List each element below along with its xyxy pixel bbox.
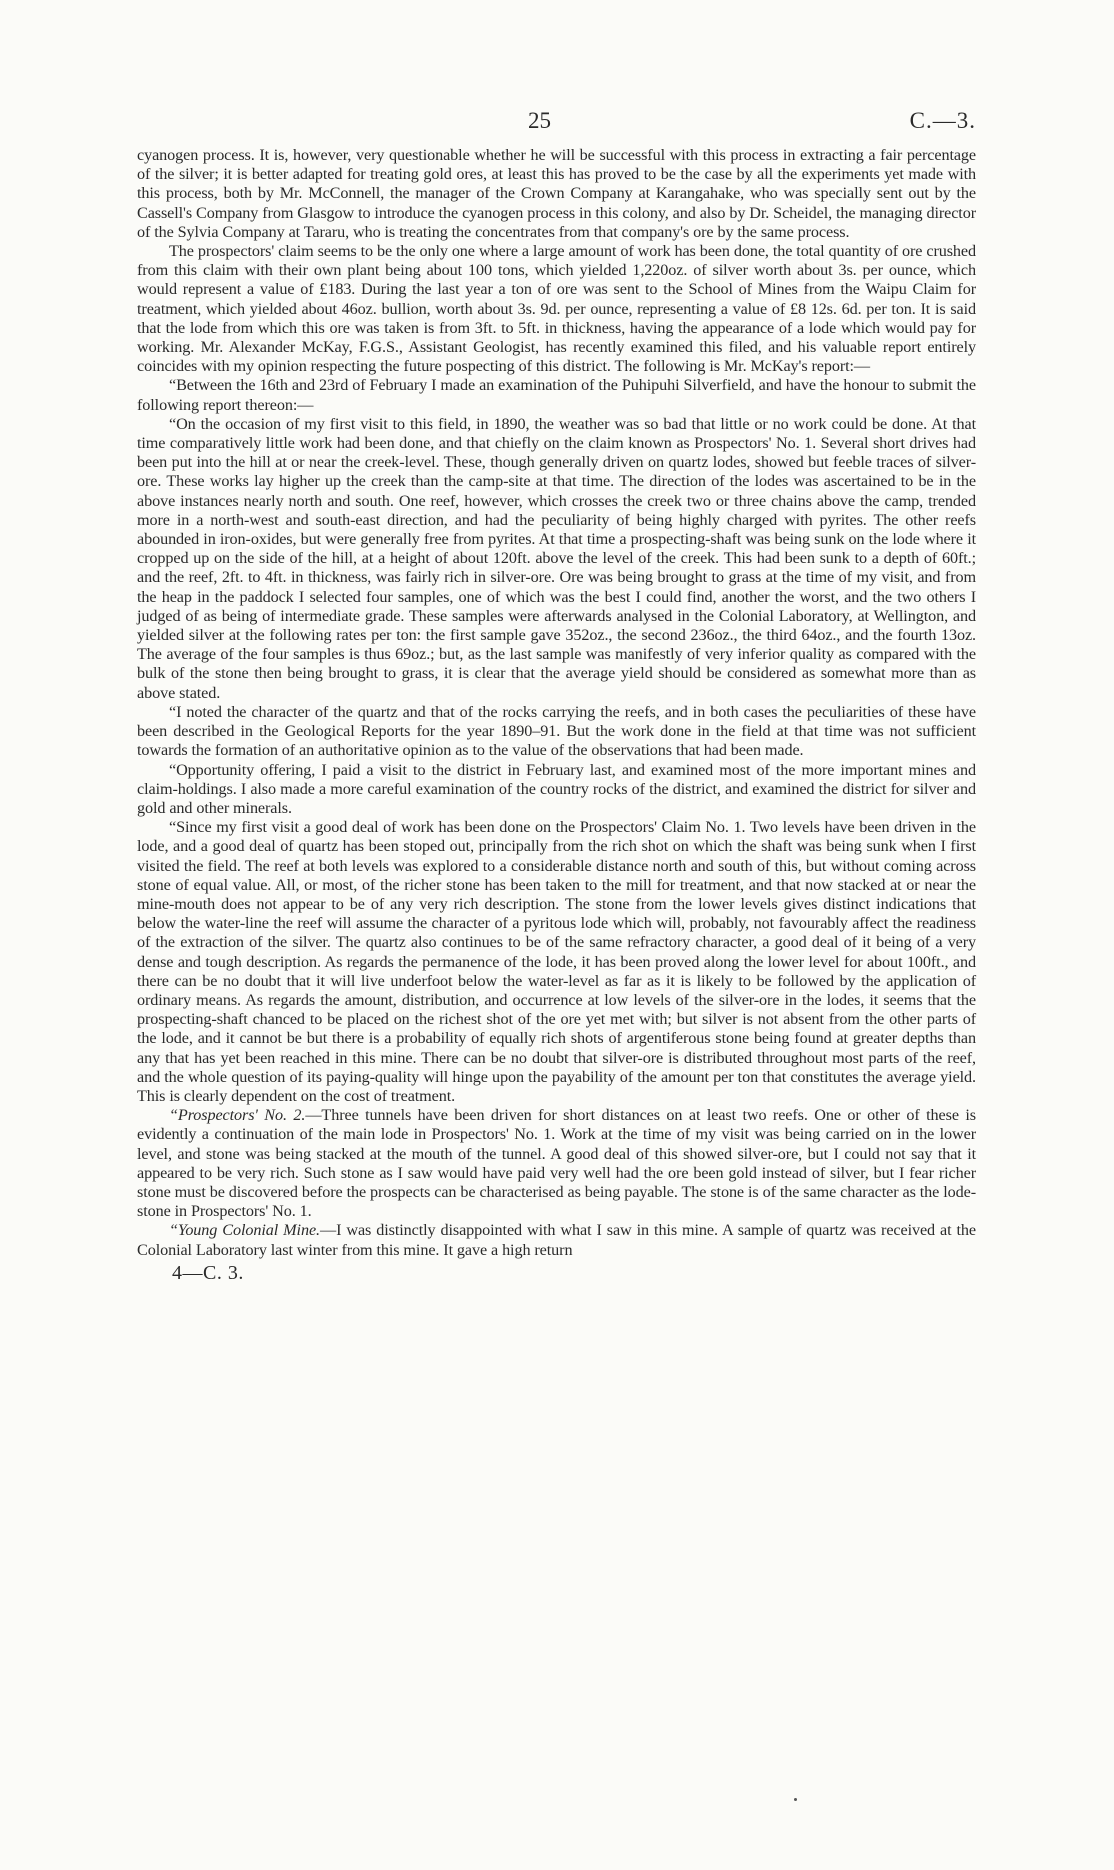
page-header <box>137 108 976 134</box>
paragraph-text: cyanogen process. It is, however, very questionable whether he will be successful with this process in extracting a fair percentage of the silver; it is better adapted for treating gold ores, at least this has proved to be the case by all the experiments yet made with this process, both by Mr. McConnell, the manager of the Crown Company at Karangahake, who was specially sent out by the Cassell's Company from Glasgow to introduce the cyanogen process in this colony, and also by Dr. Scheidel, the managing director of the Sylvia Company at Tararu, who is treating the concentrates from that company's ore by the same process. <box>137 146 976 241</box>
ink-speck <box>794 1798 797 1801</box>
paragraph-text: “Between the 16th and 23rd of February I made an examination of the Puhipuhi Silverfield, and have the honour to submit the following report thereon:— <box>137 376 976 414</box>
paragraph-first-visit <box>137 415 976 703</box>
body-text <box>137 146 976 1260</box>
section-heading: “Prospectors' No. 2. <box>169 1106 306 1125</box>
paragraph-text: “Since my first visit a good deal of work has been done on the Prospectors' Claim No. 1. Two levels have been driven in the lode, and a good deal of quartz has been stoped out, principally from the rich shot on which the shaft was being sunk when I first visited the field. The reef at both levels was explored to a considerable distance north and south of this, but without coming across stone of equal value. All, or most, of the richer stone has been taken to the mill for treatment, and that now stacked at or near the mine-mouth does not appear to be of any very rich description. The stone from the lower levels gives distinct indications that below the water-line the reef will assume the character of a pyritous lode which will, probably, not favourably affect the readiness of the extraction of the silver. The quartz also continues to be of the same refractory character, a good deal of it being of a very dense and tough description. As regards the permanence of the lode, it has been proved along the lower level for about 100ft., and there can be no doubt that it will live underfoot below the water-level as far as it is likely to be followed by the application of ordinary means. As regards the amount, distribution, and occurrence at low levels of the silver-ore in the lodes, it seems that the prospecting-shaft chanced to be placed on the richest shot of the ore yet met with; but silver is not absent from the other parts of the lode, and it cannot be but there is a probability of equally rich shots of argentiferous stone being found at greater depths than any that has yet been reached in this mine. There can be no doubt that silver-ore is distributed throughout most parts of the reef, and the whole question of its paying-quality will hinge upon the payability of the amount per ton that constitutes the average yield. This is clearly dependent on the cost of treatment. <box>137 818 976 1105</box>
paragraph-text: “I noted the character of the quartz and that of the rocks carrying the reefs, and in both cases the peculiarities of these have been described in the Geological Reports for the year 1890–91. But the work done in the field at that time was not sufficient towards the formation of an authoritative opinion as to the value of the observations that had been made. <box>137 702 976 760</box>
paragraph-young-colonial-mine <box>137 1221 976 1259</box>
paragraph-claim-no-1 <box>137 818 976 1106</box>
paragraph-report-intro <box>137 376 976 414</box>
paragraph-text: —I was distinctly disappointed with what I saw in this mine. A sample of quartz was received at the Colonial Laboratory last winter from this mine. It gave a high return <box>137 1221 977 1259</box>
document-reference: C.—3. <box>909 108 976 133</box>
section-heading: “Young Colonial Mine. <box>169 1221 320 1240</box>
paragraph-prospectors-claim <box>137 242 976 376</box>
paragraph-text: —Three tunnels have been driven for short distances on at least two reefs. One or other of these is evidently a continuation of the main lode in Prospectors' No. 1. Work at the time of my visit was being carried on in the lower level, and stone was being stacked at the mouth of the tunnel. A good deal of this showed silver-ore, but I could not say that it appeared to be very rich. Such stone as I saw would have paid very well had the ore been gold instead of silver, but I fear richer stone must be discovered before the prospects can be characterised as being payable. The stone is of the same character as the lode-stone in Prospectors' No. 1. <box>137 1106 976 1221</box>
paragraph-cyanogen-process <box>137 146 976 242</box>
signature-mark: 4—C. 3. <box>172 1261 244 1284</box>
paragraph-quartz-character <box>137 703 976 761</box>
paragraph-text: “On the occasion of my first visit to this field, in 1890, the weather was so bad that little or no work could be done. At that time comparatively little work had been done, and that chiefly on the claim known as Prospectors' No. 1. Several short drives had been put into the hill at or near the creek-level. These, though generally driven on quartz lodes, showed but feeble traces of silver-ore. These works lay higher up the creek than the camp-site at that time. The direction of the lodes was ascertained to be in the above instances nearly north and south. One reef, however, which crosses the creek two or three chains above the camp, trended more in a north-west and south-east direction, and had the peculiarity of being highly charged with pyrites. The other reefs abounded in iron-oxides, but were generally free from pyrites. At that time a prospecting-shaft was being sunk on the lode where it cropped up on the side of the hill, at a height of about 120ft. above the level of the creek. This had been sunk to a depth of 60ft.; and the reef, 2ft. to 4ft. in thickness, was fairly rich in silver-ore. Ore was being brought to grass at the time of my visit, and from the heap in the paddock I selected four samples, one of which was the best I could find, another the worst, and the two others I judged of as being of intermediate grade. These samples were afterwards analysed in the Colonial Laboratory, at Wellington, and yielded silver at the following rates per ton: the first sample gave 352oz., the second 236oz., the third 64oz., and the fourth 13oz. The average of the four samples is thus 69oz.; but, as the last sample was manifestly of very inferior quality as compared with the bulk of the stone then being brought to grass, it is clear that the average yield should be considered as somewhat more than as above stated. <box>137 414 976 702</box>
paragraph-text: The prospectors' claim seems to be the only one where a large amount of work has been done, the total quantity of ore crushed from this claim with their own plant being about 100 tons, which yielded 1,220oz. of silver worth about 3s. per ounce, which would represent a value of £183. During the last year a ton of ore was sent to the School of Mines from the Waipu Claim for treatment, which yielded about 46oz. bullion, worth about 3s. 9d. per ounce, representing a value of £8 12s. 6d. per ton. It is said that the lode from which this ore was taken is from 3ft. to 5ft. in thickness, having the appearance of a lode which would pay for working. Mr. Alexander McKay, F.G.S., Assistant Geologist, has recently examined this filed, and his valuable report entirely coincides with my opinion respecting the future pospecting of this district. The following is Mr. McKay's report:— <box>137 242 976 376</box>
paragraph-second-visit <box>137 761 976 819</box>
paragraph-text: “Opportunity offering, I paid a visit to the district in February last, and examined most of the more important mines and claim-holdings. I also made a more careful examination of the country rocks of the district, and examined the district for silver and gold and other minerals. <box>137 760 976 817</box>
page-number: 25 <box>528 108 551 133</box>
paragraph-prospectors-no-2 <box>137 1106 976 1221</box>
